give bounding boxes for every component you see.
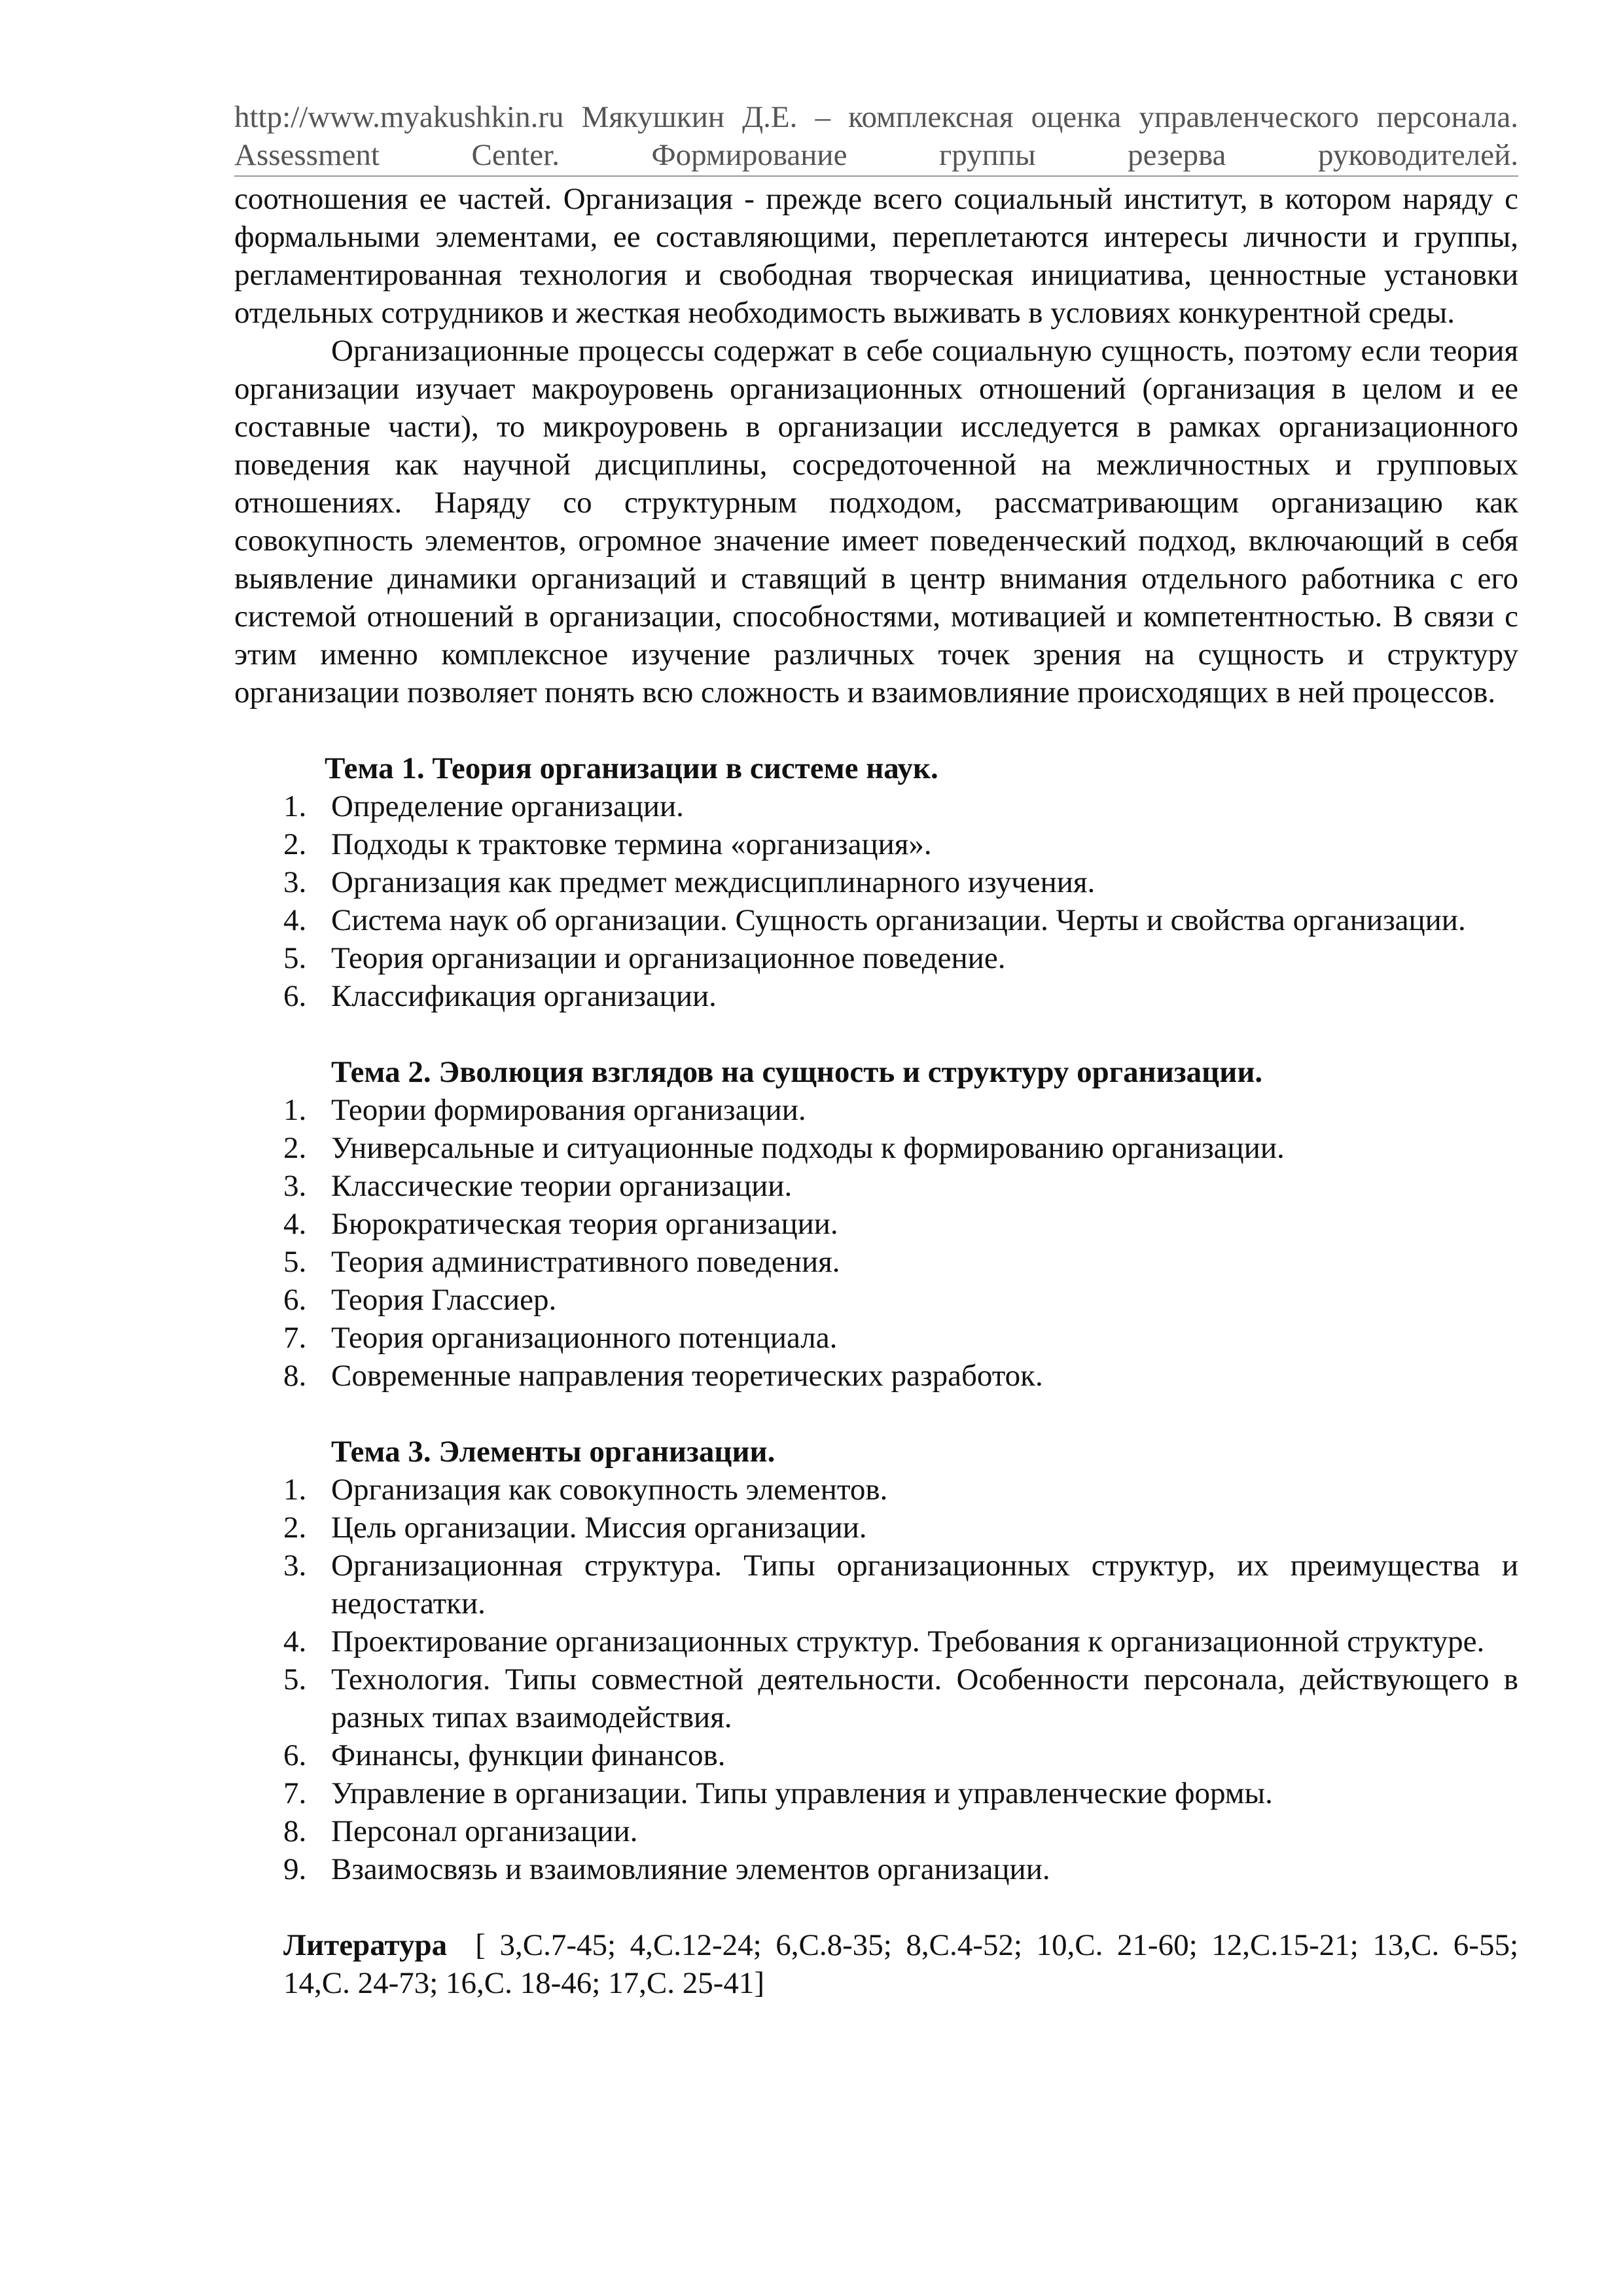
- list-item: [234, 825, 1518, 863]
- topic-2: [234, 1053, 1518, 1395]
- list-item: [234, 863, 1518, 901]
- list-item-text: Взаимосвязь и взаимовлияние элементов организации.: [331, 1852, 1050, 1886]
- topic-2-title: Тема 2. Эволюция взглядов на сущность и структуру организации.: [331, 1055, 1263, 1089]
- list-item-text: Теория Глассиер.: [331, 1283, 557, 1317]
- list-item: [234, 1129, 1518, 1167]
- list-item-number: 5.: [283, 1662, 307, 1696]
- list-item-text: Организация как предмет междисциплинарного изучения.: [331, 865, 1096, 899]
- list-item: [234, 1091, 1518, 1129]
- list-item-number: 6.: [283, 979, 307, 1013]
- list-item: [234, 1850, 1518, 1888]
- list-item-text: Определение организации.: [331, 789, 684, 823]
- list-item-number: 3.: [283, 1169, 307, 1203]
- list-item: [234, 1167, 1518, 1205]
- list-item-text: Бюрократическая теория организации.: [331, 1207, 838, 1241]
- list-item-number: 1.: [283, 789, 307, 823]
- intro-paragraph-2: Организационные процессы содержат в себе социальную сущность, поэтому если теория организации изучает макроуровень организационных отношений (организация в целом и ее составные части), то микроуровень в организации исследуется в рамках организационного поведения как научной дисциплины, сосредоточенной на межличностных и групповых отношениях. Наряду со структурным подходом, рассматривающим организацию как совокупность элементов, огромное значение имеет поведенческий подход, включающий в себя выявление динамики организаций и ставящий в центр внимания отдельного работника с его системой отношений в организации, способностями, мотивацией и компетентностью. В связи с этим именно комплексное изучение различных точек зрения на сущность и структуру организации позволяет понять всю сложность и взаимовлияние происходящих в ней процессов.: [234, 334, 1518, 709]
- list-item-text: Технология. Типы совместной деятельности. Особенности персонала, действующего в разных типах взаимодействия.: [331, 1662, 1518, 1734]
- topic-1: [234, 749, 1518, 1015]
- list-item-text: Управление в организации. Типы управления и управленческие формы.: [331, 1776, 1273, 1810]
- header-divider: [234, 175, 1518, 177]
- literature-refs: [ 3,С.7-45; 4,С.12-24; 6,С.8-35; 8,С.4-52; 10,С. 21-60; 12,С.15-21; 13,С. 6-55; 14,С. 24-73; 16,С. 18-46; 17,С. 25-41]: [283, 1928, 1518, 2000]
- list-item-number: 6.: [283, 1738, 307, 1772]
- list-item-number: 4.: [283, 1207, 307, 1241]
- list-item: [234, 1736, 1518, 1774]
- list-item-number: 8.: [283, 1359, 307, 1393]
- list-item-number: 9.: [283, 1852, 307, 1886]
- list-item: [234, 1471, 1518, 1509]
- list-item: [234, 1243, 1518, 1281]
- list-item-number: 1.: [283, 1093, 307, 1127]
- list-item-text: Подходы к трактовке термина «организация».: [331, 827, 932, 861]
- list-item-text: Современные направления теоретических разработок.: [331, 1359, 1043, 1393]
- list-item-text: Теории формирования организации.: [331, 1093, 806, 1127]
- topic-3-title: Тема 3. Элементы организации.: [331, 1435, 776, 1469]
- list-item-number: 4.: [283, 903, 307, 937]
- list-item-number: 7.: [283, 1321, 307, 1355]
- topic-1-list: [234, 787, 1518, 1015]
- topic-1-title: Тема 1. Теория организации в системе наук.: [325, 751, 938, 785]
- list-item-number: 3.: [283, 865, 307, 899]
- list-item: [234, 1660, 1518, 1736]
- topic-3-list: [234, 1471, 1518, 1888]
- list-item-text: Теория административного поведения.: [331, 1245, 840, 1279]
- list-item: [234, 1357, 1518, 1395]
- list-item-text: Организационная структура. Типы организационных структур, их преимущества и недостатки.: [331, 1549, 1518, 1621]
- literature-label: Литература: [283, 1928, 448, 1962]
- list-item-number: 4.: [283, 1624, 307, 1659]
- list-item-text: Персонал организации.: [331, 1814, 638, 1848]
- list-item-text: Цель организации. Миссия организации.: [331, 1511, 867, 1545]
- list-item-text: Универсальные и ситуационные подходы к формированию организации.: [331, 1131, 1285, 1165]
- list-item-text: Теория организации и организационное поведение.: [331, 941, 1006, 975]
- list-item-number: 1.: [283, 1473, 307, 1507]
- list-item-text: Теория организационного потенциала.: [331, 1321, 838, 1355]
- topic-3: [234, 1433, 1518, 1888]
- list-item-text: Проектирование организационных структур. Требования к организационной структуре.: [331, 1624, 1485, 1659]
- list-item-number: 3.: [283, 1549, 307, 1583]
- list-item-number: 6.: [283, 1283, 307, 1317]
- intro-paragraph-1: соотношения ее частей. Организация - прежде всего социальный институт, в котором наряду с формальными элементами, ее составляющими, переплетаются интересы личности и группы, регламентированная технология и свободная творческая инициатива, ценностные установки отдельных сотрудников и жесткая необходимость выживать в условиях конкурентной среды.: [234, 182, 1518, 330]
- list-item: [234, 1319, 1518, 1357]
- list-item-text: Организация как совокупность элементов.: [331, 1473, 888, 1507]
- list-item-number: 7.: [283, 1776, 307, 1810]
- page-header: [234, 98, 1518, 174]
- list-item: [234, 977, 1518, 1015]
- document-body: [234, 180, 1518, 2033]
- list-item: [234, 1205, 1518, 1243]
- list-item-text: Финансы, функции финансов.: [331, 1738, 726, 1772]
- header-line-2: Assessment Center. Формирование группы резерва руководителей.: [234, 138, 1518, 172]
- list-item-text: Классические теории организации.: [331, 1169, 793, 1203]
- header-line-1: http://www.myakushkin.ru Мякушкин Д.Е. – комплексная оценка управленческого персонала.: [234, 100, 1518, 134]
- list-item-number: 5.: [283, 941, 307, 975]
- list-item-text: Классификация организации.: [331, 979, 717, 1013]
- list-item: [234, 1623, 1518, 1660]
- list-item: [234, 1509, 1518, 1547]
- list-item: [234, 939, 1518, 977]
- list-item-number: 5.: [283, 1245, 307, 1279]
- topic-2-list: [234, 1091, 1518, 1395]
- list-item: [234, 1281, 1518, 1319]
- list-item-text: Система наук об организации. Сущность организации. Черты и свойства организации.: [331, 903, 1466, 937]
- list-item-number: 8.: [283, 1814, 307, 1848]
- list-item-number: 2.: [283, 827, 307, 861]
- list-item: [234, 1547, 1518, 1623]
- list-item: [234, 1774, 1518, 1812]
- list-item: [234, 1812, 1518, 1850]
- list-item-number: 2.: [283, 1511, 307, 1545]
- list-item: [234, 901, 1518, 939]
- list-item: [234, 787, 1518, 825]
- list-item-number: 2.: [283, 1131, 307, 1165]
- literature-references: [234, 1926, 1518, 2002]
